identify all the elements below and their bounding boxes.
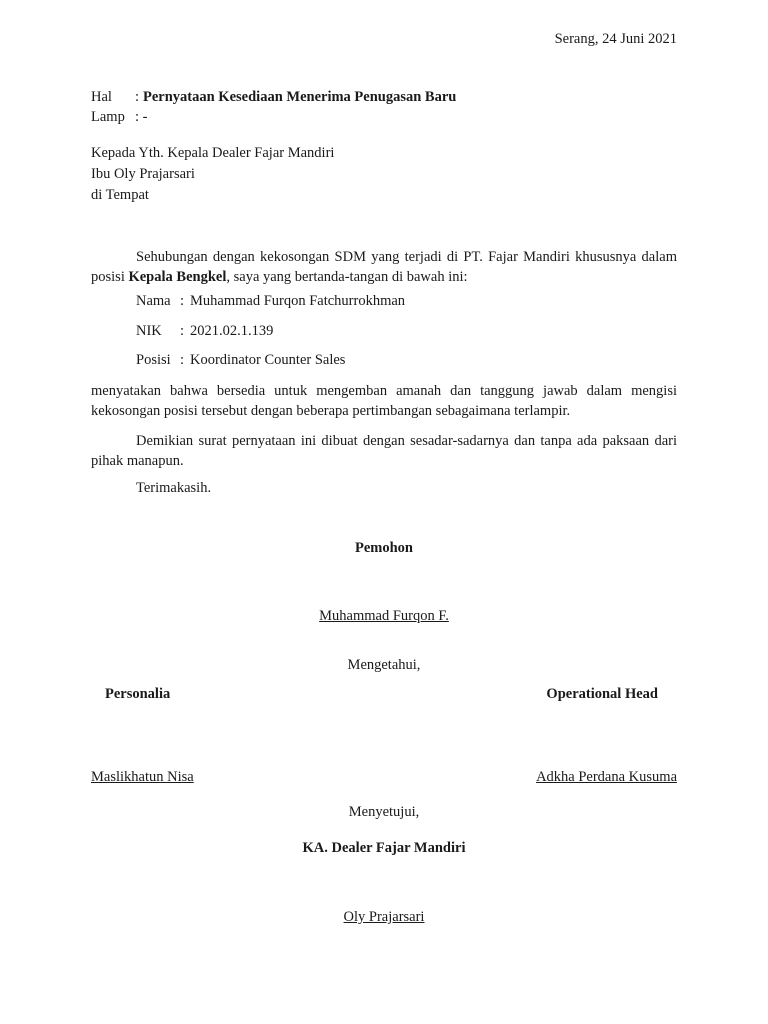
recipient-line-2: Ibu Oly Prajarsari [91, 166, 195, 182]
detail-separator: : [180, 323, 185, 339]
place-date: Serang, 24 Juni 2021 [554, 31, 677, 47]
detail-row [0, 323, 768, 343]
detail-row [0, 352, 768, 372]
applicant-title: Pemohon [355, 540, 413, 556]
approver-name: Oly Prajarsari [343, 909, 425, 925]
position-highlight: Kepala Bengkel [128, 269, 227, 285]
detail-value: Muhammad Furqon Fatchurrokhman [190, 293, 406, 309]
operational-head-name: Adkha Perdana Kusuma [536, 769, 677, 785]
approved-label: Menyetujui, [348, 804, 420, 820]
recipient-line-1: Kepada Yth. Kepala Dealer Fajar Mandiri [91, 145, 335, 161]
personalia-name: Maslikhatun Nisa [91, 769, 194, 785]
closing-paragraph: Demikian surat pernyataan ini dibuat dengan sesadar-sadarnya dan tanpa ada paksaan dari pihak manapun. [91, 433, 677, 469]
acknowledged-label: Mengetahui, [347, 657, 421, 673]
thanks-line: Terimakasih. [136, 480, 212, 496]
statement-paragraph: menyatakan bahwa bersedia untuk mengemban amanah dan tanggung jawab dalam mengisi kekosongan posisi tersebut dengan beberapa pertimbangan sebagaimana terlampir. [91, 383, 677, 419]
detail-row [0, 293, 768, 313]
lamp-label: Lamp [91, 109, 125, 125]
detail-separator: : [180, 293, 185, 309]
hal-label: Hal [91, 89, 112, 105]
opening-text-end: , saya yang bertanda-tangan di bawah ini: [226, 269, 468, 285]
operational-head-title: Operational Head [546, 686, 658, 702]
detail-label: Nama [136, 293, 171, 309]
detail-value: Koordinator Counter Sales [190, 352, 346, 368]
detail-separator: : [180, 352, 185, 368]
recipient-line-3: di Tempat [91, 187, 149, 203]
subject-title: Pernyataan Kesediaan Menerima Penugasan Baru [143, 89, 457, 105]
detail-label: Posisi [136, 352, 171, 368]
opening-text: Sehubungan dengan kekosongan SDM yang terjadi di PT. Fajar Mandiri khususnya dalam posisi [91, 249, 677, 285]
lamp-value: : - [135, 109, 148, 125]
personalia-title: Personalia [105, 686, 171, 702]
applicant-name: Muhammad Furqon F. [319, 608, 449, 624]
hal-separator: : [135, 89, 140, 105]
detail-value: 2021.02.1.139 [190, 323, 274, 339]
opening-paragraph [91, 247, 677, 287]
approver-title: KA. Dealer Fajar Mandiri [302, 840, 466, 856]
detail-label: NIK [136, 323, 162, 339]
